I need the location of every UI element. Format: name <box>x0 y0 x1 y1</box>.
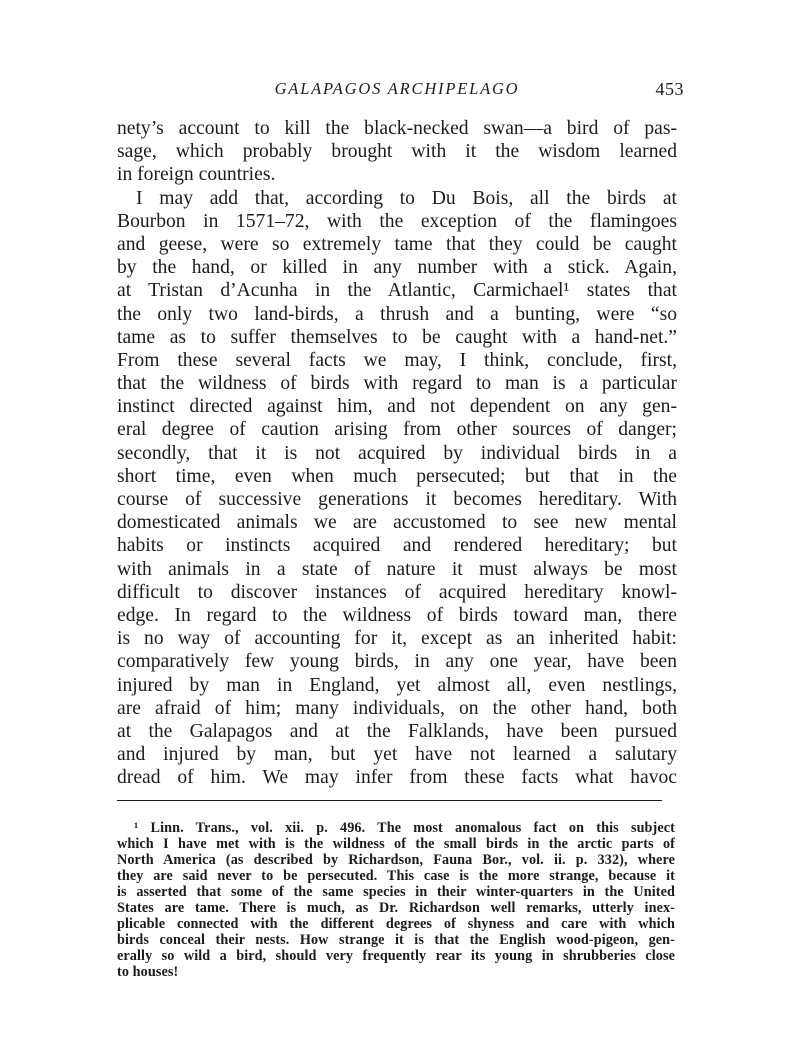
footnote-line: which I have met with is the wildness of the small birds in the arctic parts of <box>117 836 675 852</box>
body-line: at the Galapagos and at the Falklands, have been pursued <box>117 720 677 742</box>
body-line: sage, which probably brought with it the wisdom learned <box>117 141 677 163</box>
body-line: instinct directed against him, and not dependent on any gen- <box>117 396 677 418</box>
body-line: and geese, were so extremely tame that they could be caught <box>117 233 677 255</box>
body-line: course of successive generations it becomes hereditary. With <box>117 489 677 510</box>
body-line: dread of him. We may infer from these facts what havoc <box>117 767 677 789</box>
footnote-line: States are tame. There is much, as Dr. Richardson well remarks, utterly inex- <box>117 900 675 916</box>
body-text <box>117 117 677 789</box>
body-line: tame as to suffer themselves to be caught with a hand-net.” <box>117 326 677 348</box>
body-line: edge. In regard to the wildness of birds toward man, there <box>117 604 677 626</box>
body-line: comparatively few young birds, in any one year, have been <box>117 651 677 673</box>
body-line: secondly, that it is not acquired by individual birds in a <box>117 442 677 464</box>
body-line: injured by man in England, yet almost all, even nestlings, <box>117 674 677 696</box>
running-title: GALAPAGOS ARCHIPELAGO <box>274 79 520 98</box>
body-line: are afraid of him; many individuals, on the other hand, both <box>117 697 677 719</box>
body-line: by the hand, or killed in any number with a stick. Again, <box>117 257 677 279</box>
footnote-line: they are said never to be persecuted. This case is the more strange, because it <box>117 868 675 884</box>
body-line: the only two land-birds, a thrush and a bunting, were “so <box>117 303 677 325</box>
body-line: short time, even when much persecuted; but that in the <box>117 465 677 487</box>
body-line: domesticated animals we are accustomed to see new mental <box>117 512 677 534</box>
footnote-line: birds conceal their nests. How strange it is that the English wood-pigeon, gen- <box>117 932 675 948</box>
body-line: is no way of accounting for it, except as an inherited habit: <box>117 628 677 650</box>
footnote-line: plicable connected with the different degrees of shyness and care with which <box>117 916 675 932</box>
footnote-line: North America (as described by Richardson, Fauna Bor., vol. ii. p. 332), where <box>117 852 675 868</box>
page-number: 453 <box>655 79 684 99</box>
body-line: I may add that, according to Du Bois, all the birds at <box>136 187 677 209</box>
body-line: nety’s account to kill the black-necked swan—a bird of pas- <box>117 118 677 139</box>
body-line: Bourbon in 1571–72, with the exception of the flamingoes <box>117 210 677 232</box>
footnote-line: ¹ Linn. Trans., vol. xii. p. 496. The most anomalous fact on this subject <box>134 820 675 836</box>
footnotes <box>117 820 675 980</box>
body-line: habits or instincts acquired and rendered hereditary; but <box>117 535 677 557</box>
body-line: eral degree of caution arising from other sources of danger; <box>117 419 677 441</box>
body-line: From these several facts we may, I think, conclude, first, <box>117 349 677 371</box>
body-line: and injured by man, but yet have not learned a salutary <box>117 744 677 766</box>
footnote-rule <box>117 800 662 801</box>
body-line: difficult to discover instances of acquired hereditary knowl- <box>117 581 677 603</box>
body-line: that the wildness of birds with regard to man is a particular <box>117 373 677 395</box>
footnote-line: to houses! <box>117 964 179 980</box>
body-line: in foreign countries. <box>117 164 276 186</box>
footnote-line: erally so wild a bird, should very frequently rear its young in shrubberies close <box>117 948 675 964</box>
running-head <box>118 79 684 101</box>
footnote-line: is asserted that some of the same species in their winter-quarters in the United <box>117 884 675 900</box>
body-line: with animals in a state of nature it must always be most <box>117 558 677 580</box>
body-line: at Tristan d’Acunha in the Atlantic, Carmichael¹ states that <box>117 280 677 302</box>
